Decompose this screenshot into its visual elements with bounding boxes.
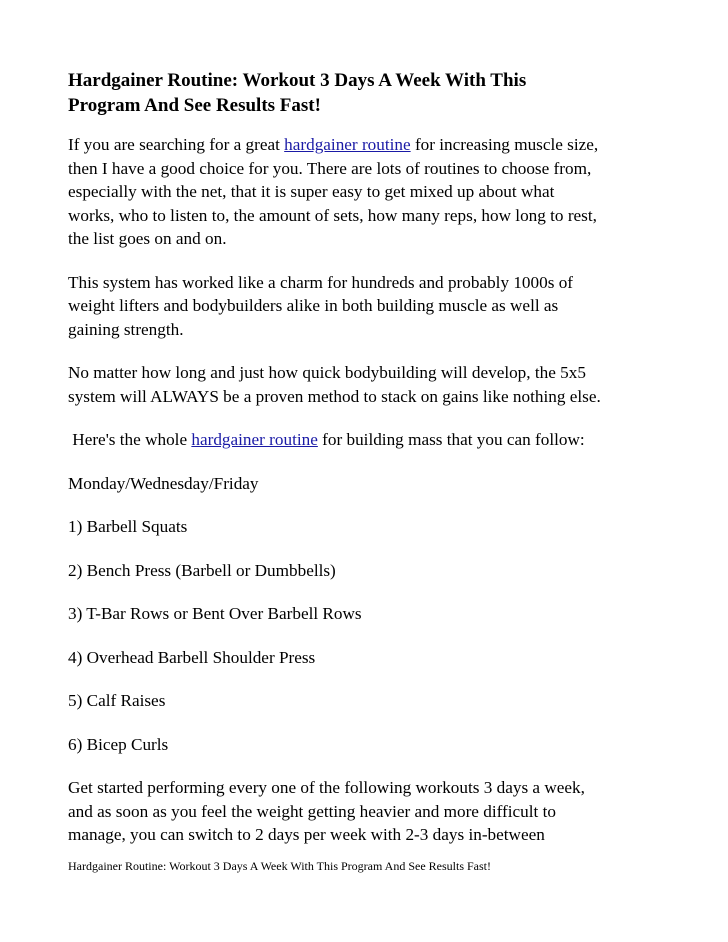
- exercise-1: 1) Barbell Squats: [68, 517, 188, 536]
- exercise-6: 6) Bicep Curls: [68, 734, 169, 754]
- exercise-item: [68, 733, 668, 757]
- days-text: Monday/Wednesday/Friday: [68, 473, 259, 493]
- title-line-1: Hardgainer Routine: Workout 3 Days A Week With This: [68, 70, 527, 91]
- intro-line-4: works, who to listen to, the amount of sets, how many reps, how long to rest,: [68, 205, 597, 225]
- whole-routine-paragraph: [68, 428, 668, 452]
- closing-line-1: Get started performing every one of the following workouts 3 days a week,: [68, 778, 585, 797]
- exercise-item: [68, 559, 668, 583]
- intro-paragraph: [68, 133, 668, 251]
- system-paragraph: [68, 271, 668, 342]
- system-line-3: gaining strength.: [68, 319, 184, 339]
- whole-routine-text-start: Here's the whole: [68, 430, 192, 449]
- hardgainer-routine-link-2[interactable]: hardgainer routine: [191, 430, 318, 449]
- intro-line-1-text-end: for increasing muscle size,: [410, 135, 599, 154]
- closing-paragraph: [68, 776, 668, 847]
- days-heading: [68, 472, 668, 496]
- page-footer: Hardgainer Routine: Workout 3 Days A Week With This Program And See Results Fast!: [68, 859, 491, 873]
- title-line-2: Program And See Results Fast!: [68, 95, 321, 116]
- exercise-item: [68, 689, 668, 713]
- document-page: [68, 68, 668, 867]
- intro-line-1-text-start: If you are searching for a great: [68, 135, 285, 154]
- intro-line-2: then I have a good choice for you. There are lots of routines to choose from,: [68, 158, 592, 178]
- closing-line-2: and as soon as you feel the weight getting heavier and more difficult to: [68, 801, 556, 821]
- exercise-3: 3) T-Bar Rows or Bent Over Barbell Rows: [68, 604, 362, 623]
- exercise-5: 5) Calf Raises: [68, 691, 166, 710]
- intro-line-1: [68, 133, 668, 157]
- closing-line-3: manage, you can switch to 2 days per week with 2-3 days in-between: [68, 825, 545, 844]
- intro-line-3: especially with the net, that it is super easy to get mixed up about what: [68, 182, 555, 201]
- exercise-item: [68, 515, 668, 539]
- whole-routine-line: [68, 428, 668, 452]
- whole-routine-text-end: for building mass that you can follow:: [317, 430, 585, 449]
- proven-line-2: system will ALWAYS be a proven method to stack on gains like nothing else.: [68, 386, 601, 406]
- intro-line-5: the list goes on and on.: [68, 229, 227, 248]
- document-title: [68, 68, 668, 118]
- system-line-2: weight lifters and bodybuilders alike in both building muscle as well as: [68, 296, 559, 315]
- system-line-1: This system has worked like a charm for hundreds and probably 1000s of: [68, 272, 574, 292]
- exercise-item: [68, 646, 668, 670]
- proven-line-1: No matter how long and just how quick bodybuilding will develop, the 5x5: [68, 363, 586, 382]
- hardgainer-routine-link[interactable]: hardgainer routine: [284, 135, 411, 154]
- exercise-4: 4) Overhead Barbell Shoulder Press: [68, 647, 316, 667]
- proven-paragraph: [68, 361, 668, 408]
- exercise-item: [68, 602, 668, 626]
- exercise-2: 2) Bench Press (Barbell or Dumbbells): [68, 560, 336, 580]
